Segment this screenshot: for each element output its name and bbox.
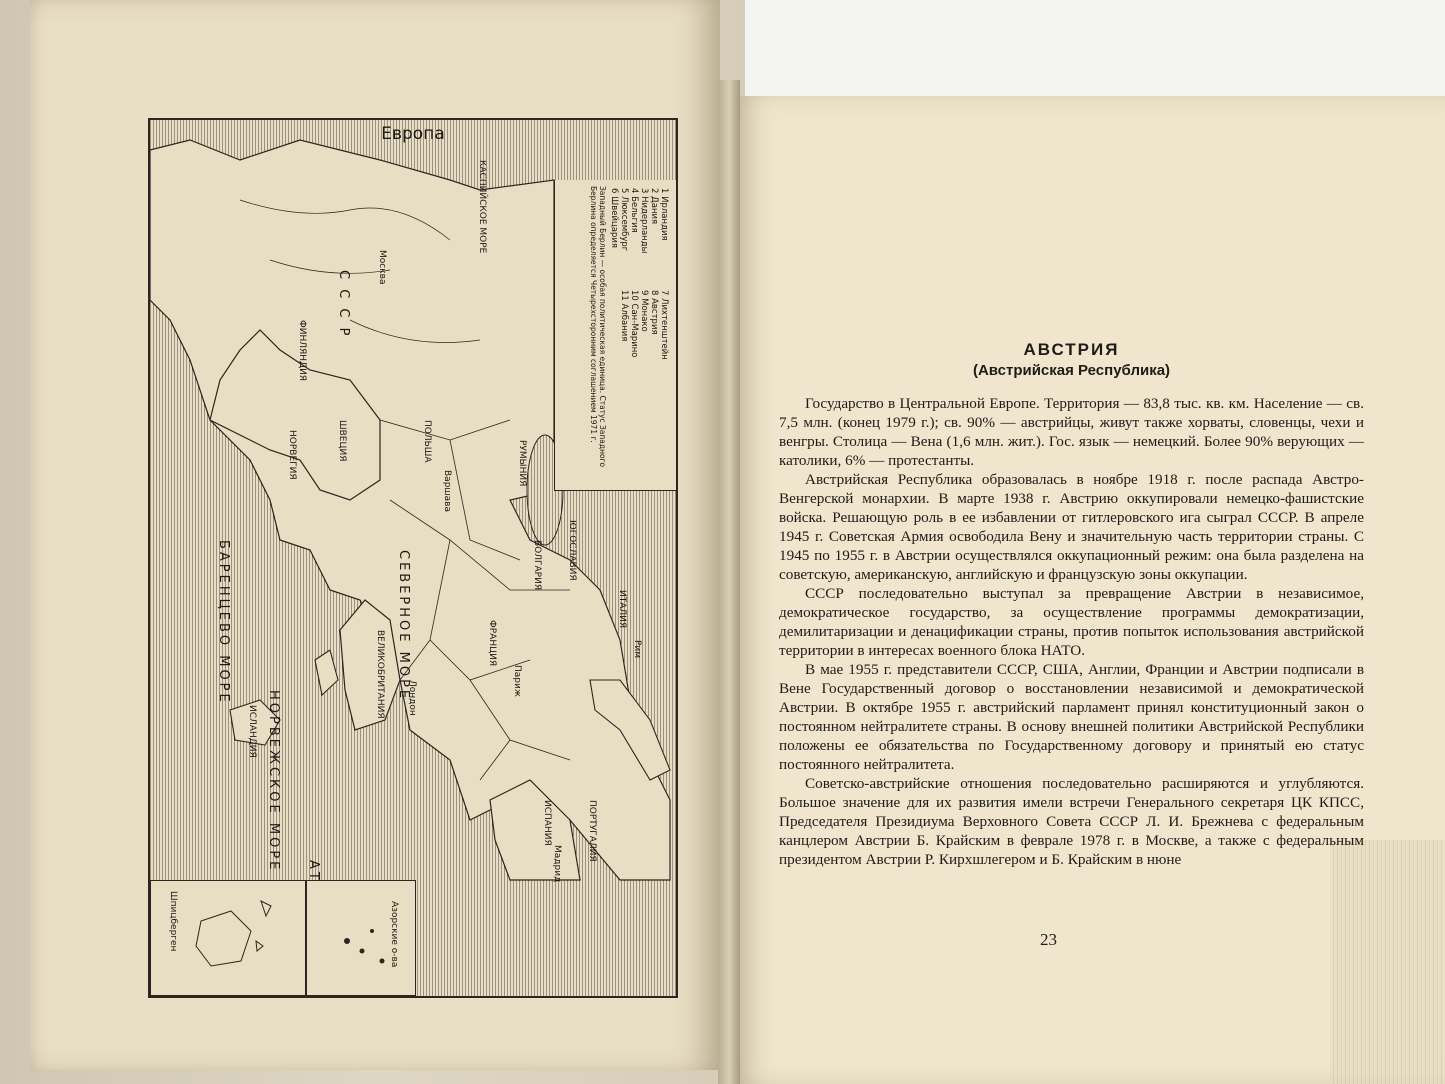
legend-item: 1 Ирландия: [659, 188, 669, 241]
map-label-portugal: ПОРТУГАЛИЯ: [587, 800, 597, 862]
map-legend: [554, 180, 677, 491]
legend-item: 10 Сан-Марино: [629, 290, 639, 358]
inset-label-shpitsbergen: Шпицберген: [168, 891, 178, 952]
article-paragraph: Австрийская Республика образовалась в ноябре 1918 г. после распада Австро-Венгерской монархии. В марте 1938 г. Австрию оккупировали немецко-фашистские войска. Решающую роль в ее избавлении от гитлеровского ига сыграл СССР. В апреле 1945 г. Советская Армия освободила Вену и значительную часть территории страны. С 1945 по 1955 г. в Австрии осуществлялся оккупационный режим: она была разделена на советскую, американскую, английскую и французскую зоны оккупации.: [779, 471, 1364, 583]
map-label-madrid: Мадрид: [552, 845, 562, 883]
article-subtitle: (Австрийская Республика): [972, 362, 1171, 379]
map-label-yugoslavia: ЮГОСЛАВИЯ: [567, 520, 577, 581]
map-label-moscow: Москва: [377, 250, 387, 285]
map-label-london: Лондон: [407, 680, 417, 716]
inset-label-azores: Азорские о-ва: [389, 901, 399, 968]
article-paragraph: СССР последовательно выступал за превращение Австрии в независимое, демократическое государство, за осуществление программы демократизации, демилитаризации и денацификации страны, против попыток использования австрийской территории в интересах военного блока НАТО.: [779, 585, 1364, 659]
map-label-france: ФРАНЦИЯ: [487, 620, 497, 667]
map-label-britain: ВЕЛИКОБРИТАНИЯ: [375, 630, 385, 719]
map-label-ussr: С С С Р: [336, 270, 351, 339]
legend-item: 9 Монако: [639, 290, 649, 332]
article-paragraph: Государство в Центральной Европе. Территория — 83,8 тыс. кв. км. Население — св. 7,5 млн. (конец 1979 г.); св. 90% — австрийцы, живут также хорваты, словенцы, чехи и венгры. Столица — Вена (1,6 млн. жит.). Гос. язык — немецкий. Более 90% верующих — католики, 6% — протестанты.: [779, 395, 1364, 469]
map-label-italy: ИТАЛИЯ: [617, 590, 627, 629]
page-number: 23: [1040, 930, 1057, 949]
legend-item: 5 Люксембург: [619, 188, 629, 252]
inset-shpitsbergen: [150, 880, 306, 996]
map-label-norwegian: НОРВЕЖСКОЕ МОРЕ: [266, 690, 281, 873]
map-label-rome: Рим: [632, 640, 642, 659]
page-edges: [1330, 840, 1445, 1084]
legend-item: 4 Бельгия: [629, 188, 639, 233]
article-title: АВСТРИЯ: [1023, 340, 1120, 359]
legend-column-right: [619, 290, 669, 360]
map-label-iceland: ИСЛАНДИЯ: [247, 705, 257, 758]
inset-azores: [306, 880, 416, 996]
legend-column-left: [609, 188, 669, 253]
article-paragraph: В мае 1955 г. представители СССР, США, Англии, Франции и Австрии подписали в Вене Государственный договор о восстановлении независимой и демократической Австрии. В октябре 1955 г. австрийский парламент принял конституционный закон о постоянном нейтралитете страны. В основу внешней политики Австрийской Республики положены ее обязательства по Государственному договору и принятый ею статус постоянного нейтралитета.: [779, 661, 1364, 773]
europe-map: [148, 118, 678, 998]
map-label-warsaw: Варшава: [442, 470, 452, 512]
legend-item: 8 Австрия: [649, 290, 659, 335]
map-title: Европа: [381, 124, 445, 144]
map-label-finland: ФИНЛЯНДИЯ: [297, 320, 307, 382]
map-label-north-sea: СЕВЕРНОЕ МОРЕ: [396, 550, 411, 702]
map-label-poland: ПОЛЬША: [422, 420, 432, 463]
article-paragraph: Советско-австрийские отношения последовательно расширяются и углубляются. Большое значение для их развития имели встречи Генерального секретаря ЦК КПСС, Председателя Президиума Верховного Совета СССР Л. И. Брежнева с федеральным канцлером Австрии Б. Крайским в феврале 1978 г. в Москве, а также с федеральным президентом Австрии Р. Кирхшлегером и Б. Крайским в нюне: [779, 775, 1364, 868]
map-label-paris: Париж: [512, 665, 522, 697]
legend-note: Западный Берлин — особая политическая единица. Статус Западного Берлина определяется Четырехсторонним соглашением 1971 г.: [589, 186, 607, 468]
map-label-bulgaria: БОЛГАРИЯ: [532, 540, 542, 591]
map-label-sweden: ШВЕЦИЯ: [337, 420, 347, 462]
map-label-norway: НОРВЕГИЯ: [287, 430, 297, 480]
map-label-barents: БАРЕНЦЕВО МОРЕ: [216, 540, 231, 705]
legend-item: 6 Швейцария: [609, 188, 619, 248]
map-label-caspian: КАСПИЙСКОЕ МОРЕ: [477, 160, 487, 254]
article: [779, 340, 1364, 869]
legend-item: 11 Албания: [619, 290, 629, 342]
book-gutter: [718, 80, 740, 1084]
legend-item: 3 Нидерланды: [639, 188, 649, 254]
legend-item: 2 Дания: [649, 188, 659, 225]
map-label-spain: ИСПАНИЯ: [542, 800, 552, 846]
map-label-romania: РУМЫНИЯ: [517, 440, 527, 487]
legend-item: 7 Лихтенштейн: [659, 290, 669, 360]
